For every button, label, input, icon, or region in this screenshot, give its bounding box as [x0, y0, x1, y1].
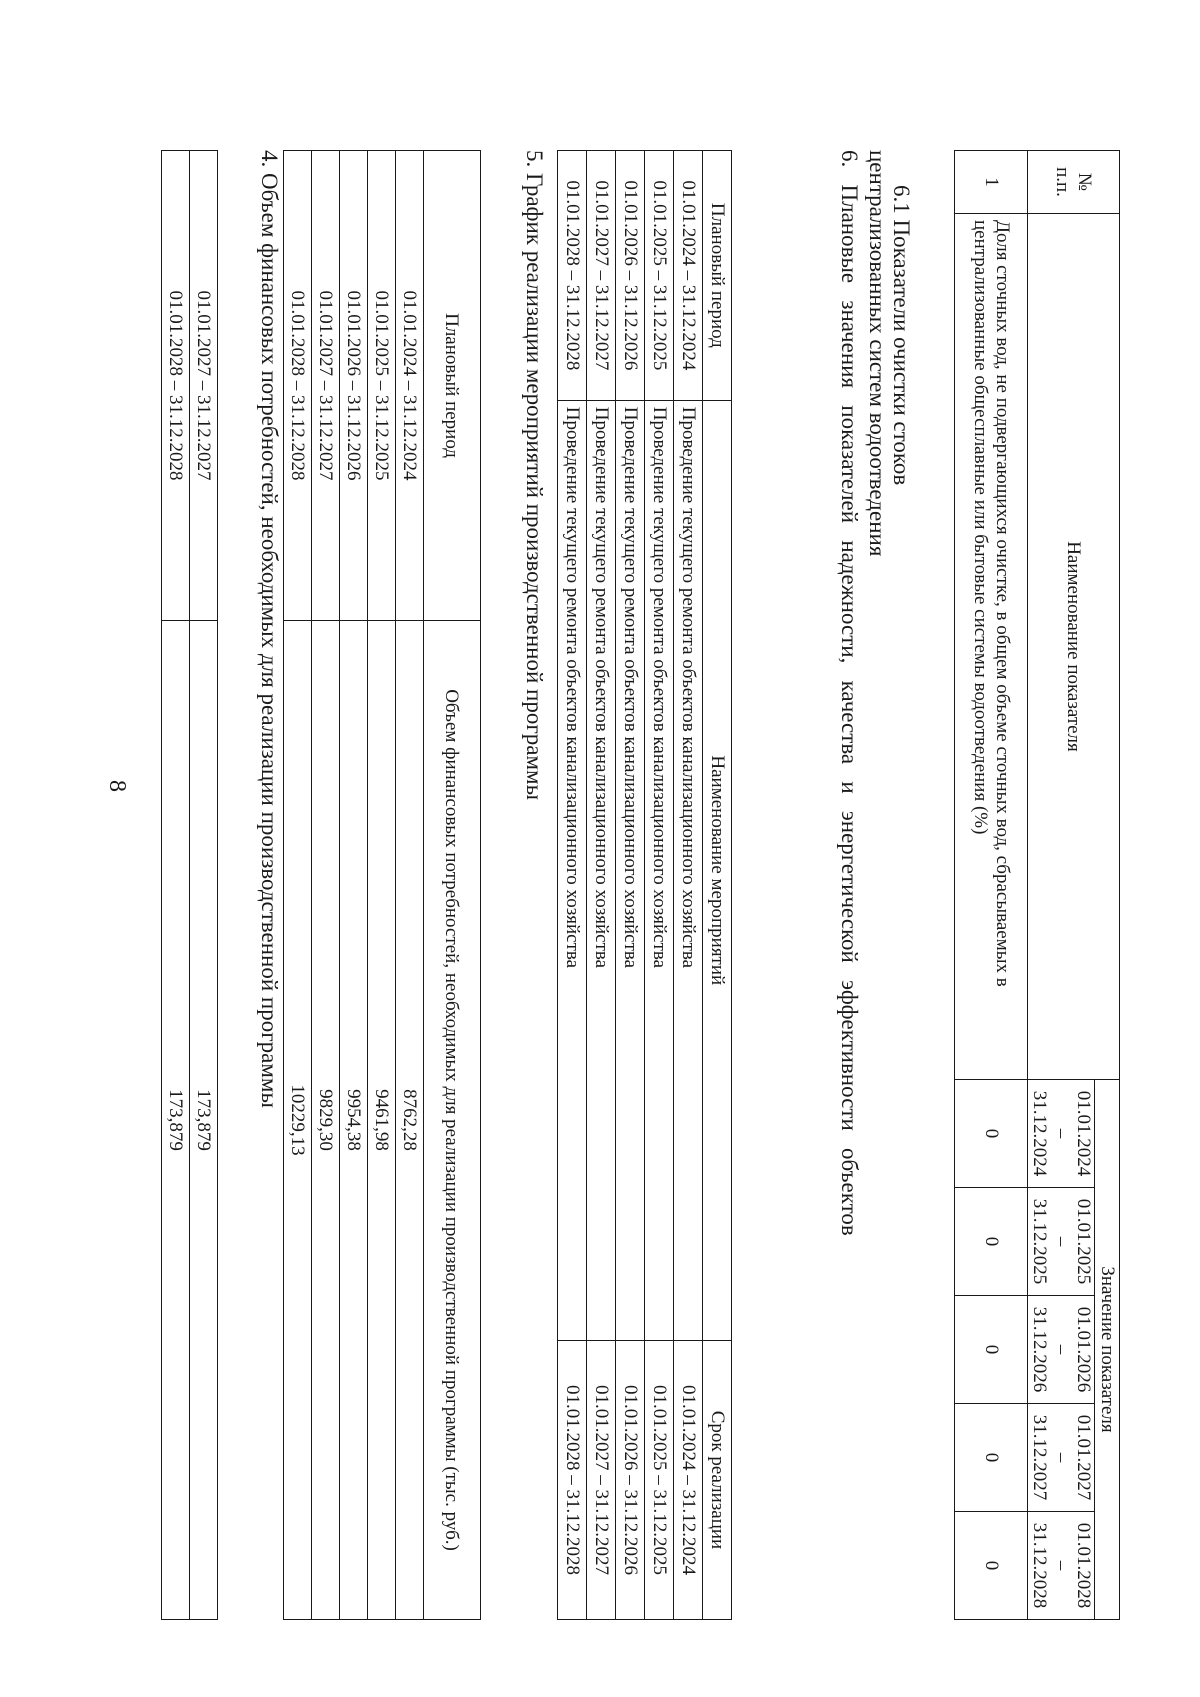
table-row	[587, 151, 616, 1620]
table-row	[190, 151, 218, 1620]
period-cell: 01.01.2027 – 31.12.2027	[190, 151, 218, 621]
header-name: Наименование показателя	[1028, 214, 1120, 1080]
term-cell: 01.01.2028 – 31.12.2028	[558, 1340, 587, 1619]
table-row	[312, 151, 340, 1620]
period-cell: 01.01.2025 – 31.12.2025	[368, 151, 396, 621]
period-end: 31.12.2026	[1029, 1306, 1050, 1393]
period-start: 01.01.2025	[1073, 1198, 1094, 1285]
value-cell: 0	[955, 1188, 1028, 1296]
header-period: Плановый период	[703, 151, 732, 401]
period-header	[1028, 1512, 1095, 1620]
table-row	[674, 151, 703, 1620]
section-6-title: 6. Плановые значения показателей надежности, качества и энергетической эффективности объектов	[837, 150, 862, 1236]
indicator-name-cell: Доля сточных вод, не подвергающихся очистке, в общем объеме сточных вод, сбрасываемых в централизованные общесплавные или бытовые системы водоотведения (%)	[955, 214, 1028, 1080]
section-5-title: 5. График реализации мероприятий производственной программы	[522, 150, 547, 801]
value-cell: 173,879	[162, 621, 190, 1620]
name-cell: Проведение текущего ремонта объектов канализационного хозяйства	[674, 400, 703, 1340]
table-row	[396, 151, 424, 1620]
value-cell: 0	[955, 1404, 1028, 1512]
period-header	[1028, 1188, 1095, 1296]
name-cell: Проведение текущего ремонта объектов канализационного хозяйства	[616, 400, 645, 1340]
term-cell: 01.01.2026 – 31.12.2026	[616, 1340, 645, 1619]
table-row	[162, 151, 190, 1620]
table-row	[645, 151, 674, 1620]
period-cell: 01.01.2028 – 31.12.2028	[284, 151, 312, 621]
num-cell: 1	[955, 151, 1028, 214]
financial-needs-table	[283, 150, 481, 1620]
period-header	[1028, 1080, 1095, 1188]
table-header-row	[424, 151, 481, 1620]
table-row	[558, 151, 587, 1620]
table-row	[340, 151, 368, 1620]
table-row	[955, 151, 1028, 1620]
table-header-row	[1095, 151, 1120, 1620]
value-cell: 10229,13	[284, 621, 312, 1620]
section-4-title: 4. Объем финансовых потребностей, необходимых для реализации производственной программы	[257, 150, 282, 1108]
subsection-6-1-title: 6.1 Показатели очистки стоков	[889, 185, 914, 486]
schedule-table	[557, 150, 732, 1620]
name-cell: Проведение текущего ремонта объектов канализационного хозяйства	[558, 400, 587, 1340]
header-volume: Объем финансовых потребностей, необходимых для реализации производственной программы (тыс. руб.)	[424, 621, 481, 1620]
period-start: 01.01.2024	[1073, 1090, 1094, 1177]
value-cell: 8762,28	[396, 621, 424, 1620]
indicators-table	[954, 150, 1120, 1620]
term-cell: 01.01.2024 – 31.12.2024	[674, 1340, 703, 1619]
period-dash: –	[1051, 1452, 1072, 1463]
header-values: Значение показателя	[1095, 1080, 1120, 1620]
period-cell: 01.01.2026 – 31.12.2026	[340, 151, 368, 621]
period-dash: –	[1051, 1344, 1072, 1355]
period-cell: 01.01.2027 – 31.12.2027	[587, 151, 616, 401]
period-dash: –	[1051, 1236, 1072, 1247]
period-cell: 01.01.2025 – 31.12.2025	[645, 151, 674, 401]
name-cell: Проведение текущего ремонта объектов канализационного хозяйства	[645, 400, 674, 1340]
section-6-title-continued: централизованных систем водоотведения	[865, 150, 890, 557]
continuation-table	[161, 150, 218, 1620]
value-cell: 173,879	[190, 621, 218, 1620]
period-cell: 01.01.2027 – 31.12.2027	[312, 151, 340, 621]
period-dash: –	[1051, 1128, 1072, 1139]
table-row	[284, 151, 312, 1620]
period-start: 01.01.2026	[1073, 1306, 1094, 1393]
header-term: Срок реализации	[703, 1340, 732, 1619]
value-cell: 0	[955, 1080, 1028, 1188]
value-cell: 0	[955, 1512, 1028, 1620]
period-end: 31.12.2025	[1029, 1198, 1050, 1285]
period-start: 01.01.2027	[1073, 1414, 1094, 1501]
name-cell: Проведение текущего ремонта объектов канализационного хозяйства	[587, 400, 616, 1340]
header-num: № п.п.	[1028, 151, 1120, 214]
value-cell: 0	[955, 1296, 1028, 1404]
table-header-row	[703, 151, 732, 1620]
term-cell: 01.01.2027 – 31.12.2027	[587, 1340, 616, 1619]
period-cell: 01.01.2024 – 31.12.2024	[396, 151, 424, 621]
period-cell: 01.01.2028 – 31.12.2028	[162, 151, 190, 621]
term-cell: 01.01.2025 – 31.12.2025	[645, 1340, 674, 1619]
header-name: Наименование мероприятий	[703, 400, 732, 1340]
period-cell: 01.01.2026 – 31.12.2026	[616, 151, 645, 401]
page-number: 8	[104, 780, 130, 792]
value-cell: 9461,98	[368, 621, 396, 1620]
period-cell: 01.01.2028 – 31.12.2028	[558, 151, 587, 401]
header-period: Плановый период	[424, 151, 481, 621]
value-cell: 9829,30	[312, 621, 340, 1620]
period-dash: –	[1051, 1560, 1072, 1571]
table-row	[368, 151, 396, 1620]
value-cell: 9954,38	[340, 621, 368, 1620]
table-row	[616, 151, 645, 1620]
period-header	[1028, 1404, 1095, 1512]
period-header	[1028, 1296, 1095, 1404]
period-end: 31.12.2027	[1029, 1414, 1050, 1501]
period-end: 31.12.2024	[1029, 1090, 1050, 1177]
period-cell: 01.01.2024 – 31.12.2024	[674, 151, 703, 401]
period-start: 01.01.2028	[1073, 1522, 1094, 1609]
period-end: 31.12.2028	[1029, 1522, 1050, 1609]
